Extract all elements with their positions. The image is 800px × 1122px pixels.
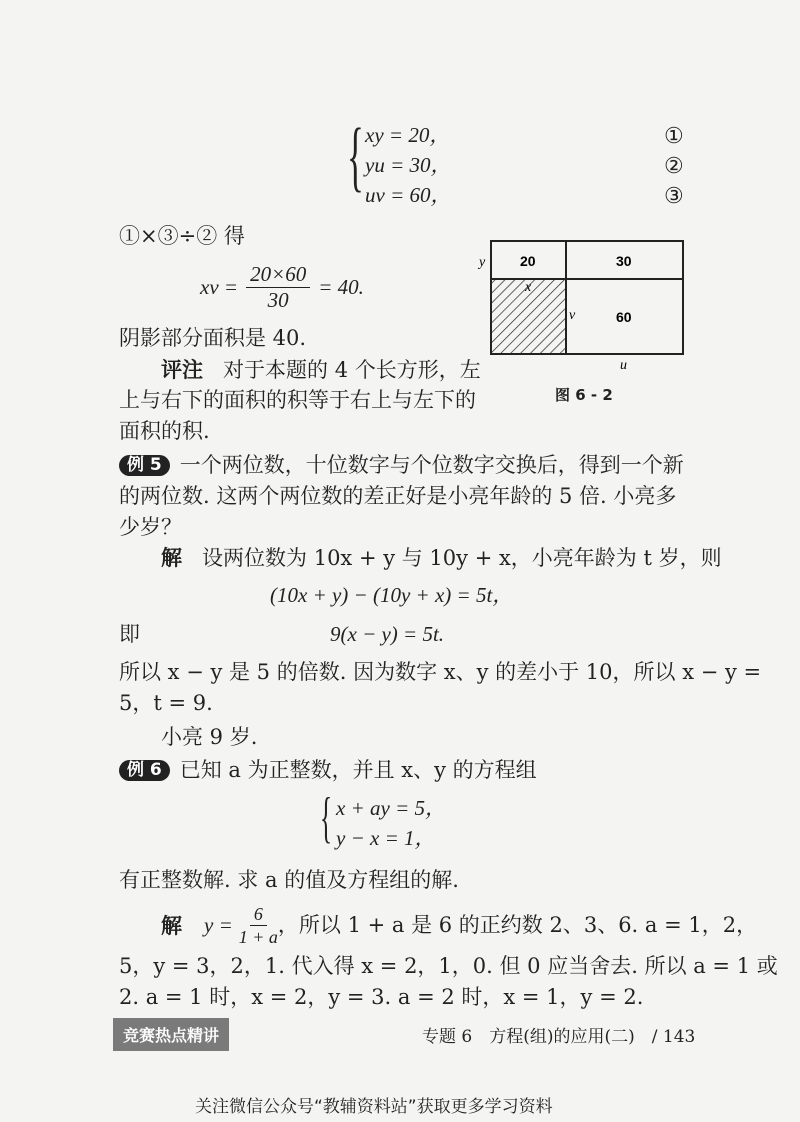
calc-rhs: = 40. — [318, 275, 364, 299]
calc-denominator: 30 — [267, 288, 289, 312]
area-30: 30 — [616, 253, 632, 269]
area-60: 60 — [616, 309, 632, 325]
ex6-numerator: 6 — [250, 905, 267, 926]
ex5-jie: 解 — [161, 545, 182, 570]
ex6-solution-1 — [161, 905, 757, 946]
comment-line-3: 面积的积. — [119, 419, 210, 443]
ex6-fraction — [239, 905, 278, 946]
marker-3: ③ — [664, 184, 684, 209]
calc-numerator: 20×60 — [246, 264, 310, 288]
calc-line — [200, 264, 364, 311]
ex5-ji: 即 — [119, 622, 140, 646]
ex6-text-1: 已知 a 为正整数，并且 x、y 的方程组 — [179, 758, 537, 782]
ex5-equation-a: (10x + y) − (10y + x) = 5t， — [270, 583, 514, 607]
ex5-badge: 例 5 — [119, 455, 170, 476]
label-u: u — [620, 358, 627, 373]
ex6-denominator: 1 + a — [238, 927, 278, 947]
section-tag: 竞赛热点精讲 — [113, 1018, 229, 1051]
derive-line: ①×③÷② 得 — [119, 224, 245, 248]
figure-6-2 — [470, 235, 690, 375]
ex6-left-brace: { — [320, 787, 333, 849]
equation-1: xy = 20， — [365, 123, 451, 147]
label-v: v — [569, 308, 576, 323]
calc-lhs: xv = — [200, 275, 239, 299]
ex6-solution-2: 5，y = 3，2，1. 代入得 x = 2，1，0. 但 0 应当舍去. 所以 a = 1 或 — [119, 954, 778, 978]
ex6-equation-2: y − x = 1， — [336, 826, 436, 850]
running-footer: 专题 6 方程(组)的应用(二) / 143 — [422, 1027, 696, 1047]
ex6-line-2: 有正整数解. 求 a 的值及方程组的解. — [119, 868, 459, 892]
ex5-solution-1 — [161, 547, 722, 569]
area-20: 20 — [520, 253, 536, 269]
ex6-y-lhs: y = — [204, 913, 233, 937]
comment-line-2: 上与右下的面积的积等于右上与左下的 — [119, 388, 476, 412]
marker-2: ② — [664, 154, 684, 179]
equation-3: uv = 60， — [365, 183, 452, 207]
ex5-line-2: 的两位数. 这两个两位数的差正好是小亮年龄的 5 倍. 小亮多 — [119, 484, 677, 508]
ex6-text-s1: ，所以 1 + a 是 6 的正约数 2、3、6. a = 1，2， — [277, 913, 758, 937]
figure-caption: 图 6 - 2 — [555, 386, 613, 404]
comment-label: 评注 — [161, 357, 203, 382]
ex5-solution-3: 5，t = 9. — [119, 691, 213, 715]
watermark-note: 关注微信公众号“教辅资料站”获取更多学习资料 — [195, 1097, 553, 1117]
ex5-answer: 小亮 9 岁. — [161, 725, 258, 749]
ex6-solution-3: 2. a = 1 时，x = 2，y = 3. a = 2 时，x = 1，y = 2. — [119, 985, 644, 1009]
equation-2: yu = 30， — [365, 153, 452, 177]
label-y: y — [479, 255, 486, 270]
ex6-jie: 解 — [161, 913, 182, 938]
ex6-line-1 — [119, 760, 537, 781]
shaded-area-text: 阴影部分面积是 40. — [119, 326, 307, 350]
ex6-badge: 例 6 — [119, 760, 170, 781]
ex5-text-1: 一个两位数，十位数字与个位数字交换后，得到一个新 — [179, 453, 684, 477]
ex5-solution-2: 所以 x − y 是 5 的倍数. 因为数字 x、y 的差小于 10，所以 x − y = — [119, 660, 762, 684]
comment-text-1: 对于本题的 4 个长方形，左 — [223, 358, 481, 382]
label-x: x — [525, 280, 532, 295]
marker-1: ① — [664, 124, 684, 149]
ex5-line-1 — [119, 455, 684, 476]
ex6-equation-1: x + ay = 5， — [336, 796, 446, 820]
ex5-setup: 设两位数为 10x + y 与 10y + x，小亮年龄为 t 岁，则 — [202, 546, 722, 570]
ex5-equation-b: 9(x − y) = 5t. — [330, 622, 445, 646]
comment-line-1 — [161, 359, 481, 381]
left-brace: { — [347, 112, 364, 199]
calc-fraction — [246, 264, 310, 311]
ex5-line-3: 少岁？ — [119, 515, 182, 539]
